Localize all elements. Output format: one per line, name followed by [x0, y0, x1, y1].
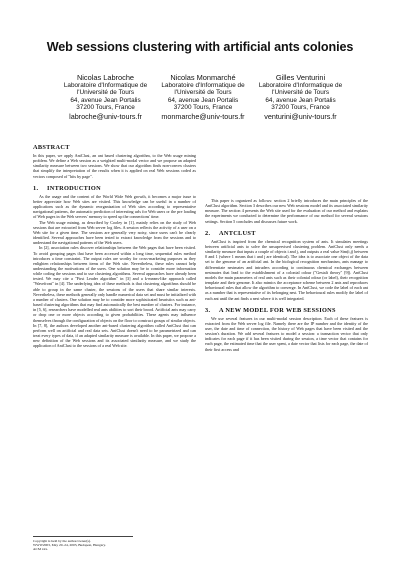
author-name: Nicolas Labroche — [76, 73, 135, 82]
section-heading — [205, 230, 368, 237]
section-title: INTRODUCTION — [47, 184, 101, 192]
author-address: 64, avenue Jean Portalis — [70, 96, 141, 104]
right-column — [205, 144, 368, 352]
section-heading — [205, 307, 368, 314]
section-title: ANTCLUST — [219, 229, 256, 237]
footnote-line: ACM xxx. — [33, 547, 48, 552]
author-affiliation: Laboratoire d'Informatique de l'Université de Tours — [161, 82, 245, 97]
author-block — [58, 73, 348, 121]
author-affiliation: Laboratoire d'Informatique de l'Université de Tours — [258, 82, 343, 97]
author-3 — [253, 73, 348, 121]
author-city: 37200 Tours, France — [76, 104, 135, 112]
copyright-footnote — [33, 536, 133, 551]
author-name: Nicolas Monmarché — [170, 73, 236, 82]
section-title: A NEW MODEL FOR WEB SESSIONS — [219, 306, 336, 314]
author-email[interactable]: labroche@univ-tours.fr — [69, 111, 142, 121]
author-email[interactable]: monmarche@univ-tours.fr — [161, 111, 245, 121]
abstract-heading: ABSTRACT — [33, 144, 70, 151]
footnote-line: WWW2003, May 20–24, 2003, Budapest, Hungary. — [33, 542, 106, 547]
author-city: 37200 Tours, France — [173, 104, 233, 112]
left-column — [33, 144, 196, 392]
author-name: Gilles Venturini — [275, 73, 326, 82]
paragraph: AntClust is inspired from the chemical recognition system of ants. It simulates meetings between artificial ants to solve the unsupervised clustering problem. AntClust only needs a similarity measure that inputs a couple of objects i and j, and outputs a real value Sim(i,j) between 0 and 1 (where 1 means that i and j are identical). The idea is to associate one object of the data set to the genome of an artificial ant. In the biological recognition mechanism, ants manage to differentiate nestmates and intruders according to continuous chemical exchanges between nestmates that lead to the establishment of a colonial odour ("Gestalt theory" [9]). AntClust models the main parameters of real ants such as their colonial odour (or label), their recognition template and their genome. It also mimics the acceptance scheme between 2 ants and reproduces behavioural rules that allow the algorithm to converge. In AntClust, we code the label of each ant as a number that is representative of its belonging nest. The behavioural rules modify the label of each ant until the ant finds a nest where it is well integrated. — [205, 238, 368, 301]
author-address: 64, avenue Jean Portalis — [265, 96, 336, 104]
author-email[interactable]: venturini@univ-tours.fr — [264, 111, 337, 121]
paragraph: As the usage and the content of the World Wide Web growth, it becomes a major issue to better appreciate how Web sites are visited. This knowledge can be useful in a number of applications such as the dynamic reorganization of Web sites according to representative navigational patterns, the automatic prediction of interesting urls for Web users or the pre loading of Web pages in the Web servers' memory to speed up the connections' time. — [33, 193, 196, 220]
abstract-text: In this paper, we apply AntClust, an ant based clustering algorithm, to the Web usage mining problem. We define a Web session as a weighted multi-modal vector and we propose an adapted similarity measure between two sessions. We show that our algorithm finds non-convex clusters that simplify the interpretation of the results when it is applied on real Web sessions coded as vectors composed of "hits by page". — [33, 153, 196, 179]
section-number: 3. — [205, 306, 211, 314]
section-number: 1. — [33, 184, 39, 192]
paragraph: We use several features in our multi-modal session description. Each of these features is extracted from the Web server log file. Namely there are the IP number and the identity of the user, the date and time of connection, the history of Web pages that have been visited and the session's duration. We add several features to model a session: a transaction vector that only indicates for each page if it has been visited during the session, a time vector that contains for each page, the estimated time that the user spent, a date vector that lists for each page, the date of their first access and — [205, 315, 368, 352]
author-2 — [156, 73, 251, 121]
section-number: 2. — [205, 229, 211, 237]
author-affiliation: Laboratoire d'Informatique de l'Université de Tours — [63, 82, 148, 97]
paragraph: This paper is organized as follows: section 2 briefly introduces the main principles of the AntClust algorithm. Section 3 describes our new Web sessions model and its associated similarity measure. The section 4 presents the Web site used for the evaluation of our method and explains the experiments we conducted to determine the performance of our method for several sessions settings. Section 5 concludes and discusses future work. — [205, 198, 368, 224]
paper-title: Web sessions clustering with artificial ants colonies — [46, 40, 354, 54]
paragraph: The Web usage mining, as described by Cooley in [1], mainly relies on the study of Web sessions that are extracted from Web server log files. A session reflects the activity of a user on a Web site for a given time. The sessions are generally very noisy, since users can't be clearly identified. Several approaches have been tested to extract knowledge from the sessions and to understand the navigational patterns of the Web users. — [33, 219, 196, 246]
section-heading — [33, 185, 196, 192]
author-address: 64, avenue Jean Portalis — [167, 96, 239, 104]
footnote-line: Copyright is held by the author/owner(s). — [33, 538, 91, 543]
author-city: 37200 Tours, France — [271, 104, 330, 112]
paragraph-continued — [205, 144, 368, 195]
paragraph: In [2], association rules discover relationships between the Web pages that have been visited. To avoid grouping pages that have been accessed within a long time, sequential rules method introduces a time constraint. The output rules are worthy for cross-marketing purposes as they enlighten relationships between items of the Web site. Nevertheless, these rules cannot help understanding the motivations of the users. One solution may be to consider more information while coding the sessions and to use clustering algorithms. Several approaches have already been tested. We may cite a "First Leader algorithm" in [3] and a k-means-like approach called "Wavefront" in [4]. The underlying idea of these methods is that clustering algorithms should be able to group in the same cluster, the sessions of the users that share similar interests. Nevertheless, these methods generally only handle numerical data set and must be initialized with a number of clusters. One solution may be to consider more sophisticated heuristics such as ant-based clustering algorithms that may find automatically the best number of clusters. For instance, in [5, 6], researchers have modelled real ants abilities to sort their brood. Artificial ants may carry or drop one or more objects according to given probabilities. These agents may influence themselves through the configuration of objects on the floor to construct groups of similar objects. In [7, 8], the authors developed another ant-based clustering algorithm called AntClust that can perform well on artificial and real data sets. AntClust doesn't need to be parametrized and can treat every types of data, if an adapted similarity measure is available. In this paper, we propose a new definition of the Web sessions and its associated similarity measure, and we study the application of AntClust to the sessions of a real Web site. — [33, 245, 196, 349]
author-1 — [58, 73, 153, 121]
